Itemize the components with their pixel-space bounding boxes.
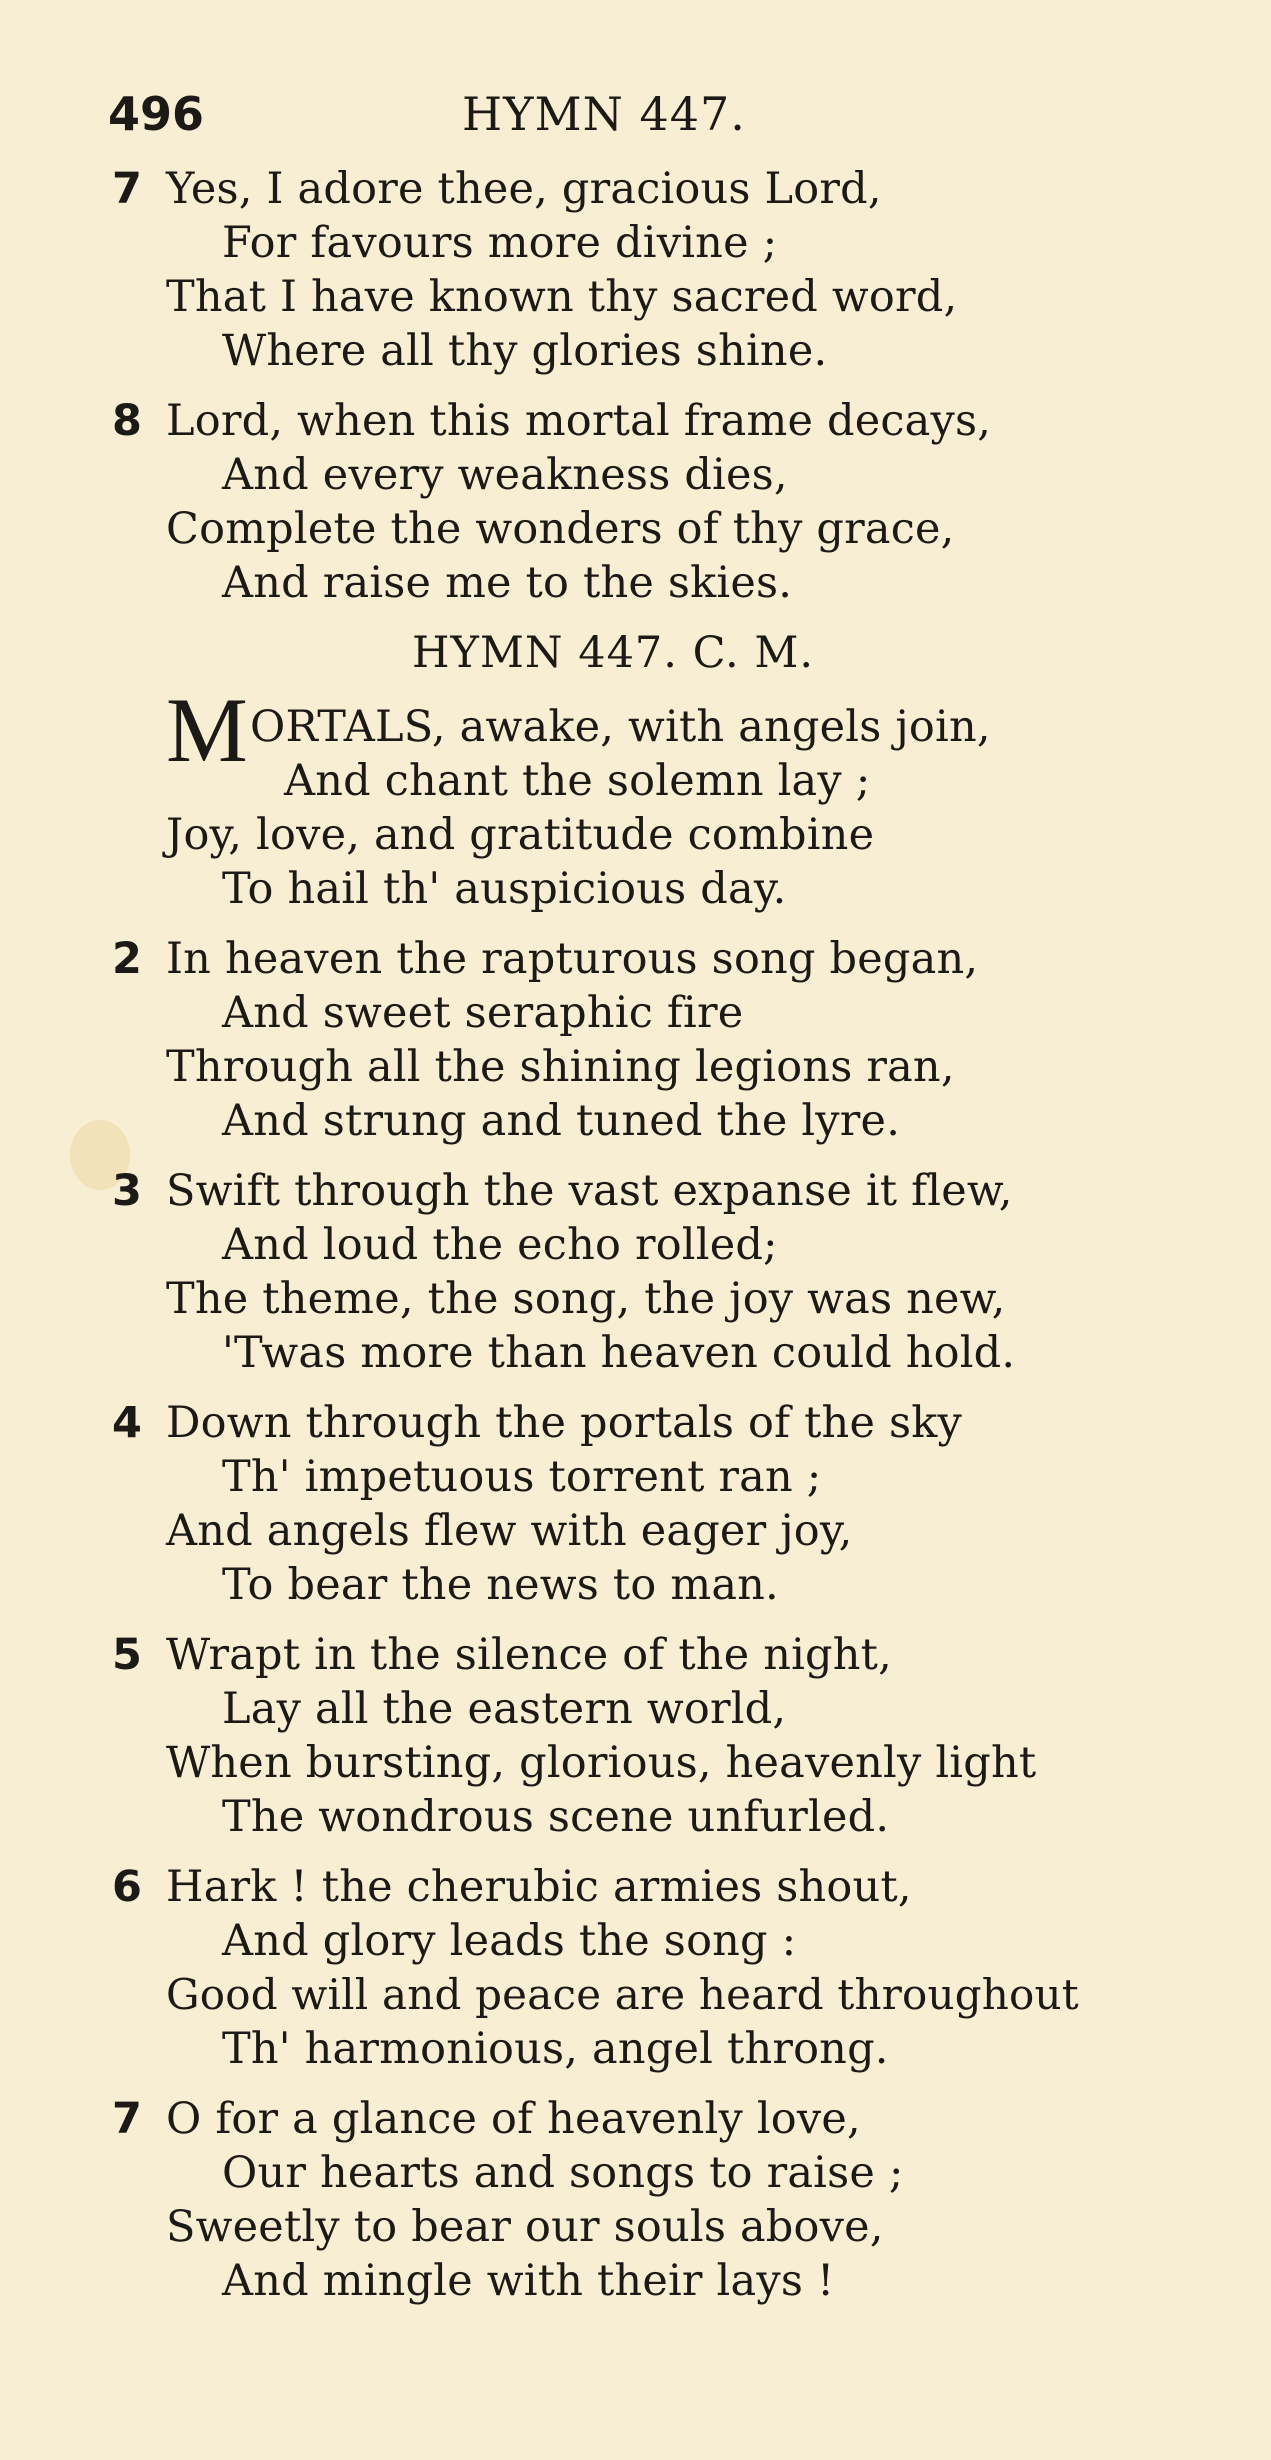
page-number: 496	[108, 87, 205, 141]
verse-line: O for a glance of heavenly love,	[166, 2094, 861, 2144]
verse-number: 7	[112, 2094, 142, 2144]
verse-line: Our hearts and songs to raise ;	[222, 2148, 904, 2198]
verse-line: And sweet seraphic fire	[222, 988, 744, 1038]
verse-line: ORTALS, awake, with angels join,	[250, 702, 991, 752]
hymn-heading: HYMN 447. C. M.	[412, 628, 815, 678]
running-title: HYMN 447.	[462, 87, 746, 141]
verse-number: 6	[112, 1862, 142, 1912]
verse-line: The theme, the song, the joy was new,	[166, 1274, 1006, 1324]
verse-line: Lay all the eastern world,	[222, 1684, 787, 1734]
verse-line: Yes, I adore thee, gracious Lord,	[166, 164, 882, 214]
verse-line: Hark ! the cherubic armies shout,	[166, 1862, 912, 1912]
verse-number: 7	[112, 164, 142, 214]
verse-line: Good will and peace are heard throughout	[166, 1970, 1079, 2019]
verse-line: And raise me to the skies.	[222, 558, 793, 608]
verse-line: And every weakness dies,	[222, 450, 788, 500]
verse-line: Swift through the vast expanse it flew,	[166, 1166, 1013, 1216]
verse-line: And loud the echo rolled;	[222, 1220, 778, 1270]
verse-line: Th' impetuous torrent ran ;	[222, 1452, 822, 1502]
verse-line: Joy, love, and gratitude combine	[166, 810, 875, 860]
verse-line: And chant the solemn lay ;	[284, 756, 871, 806]
verse-line: Lord, when this mortal frame decays,	[166, 396, 992, 446]
verse-line: Wrapt in the silence of the night,	[166, 1630, 893, 1680]
verse-number: 2	[112, 934, 142, 984]
verse-line: Where all thy glories shine.	[222, 326, 828, 376]
verse-line: To hail th' auspicious day.	[222, 864, 787, 914]
verse-number: 4	[112, 1398, 142, 1448]
verse-line: And angels flew with eager joy,	[166, 1506, 853, 1556]
verse-number: 3	[112, 1166, 142, 1216]
verse-line: Complete the wonders of thy grace,	[166, 504, 955, 554]
verse-line: When bursting, glorious, heavenly light	[166, 1738, 1037, 1788]
verse-line: And strung and tuned the lyre.	[222, 1096, 901, 1146]
verse-number: 8	[112, 396, 142, 446]
verse-number: 5	[112, 1630, 142, 1680]
verse-line: And glory leads the song :	[222, 1916, 797, 1966]
verse-line: The wondrous scene unfurled.	[222, 1792, 890, 1842]
verse-line: Th' harmonious, angel throng.	[222, 2024, 889, 2074]
verse-line: Through all the shining legions ran,	[166, 1042, 955, 1092]
verse-line: Down through the portals of the sky	[166, 1398, 962, 1448]
verse-line: That I have known thy sacred word,	[166, 272, 958, 322]
verse-line: In heaven the rapturous song began,	[166, 934, 979, 984]
verse-line: 'Twas more than heaven could hold.	[222, 1328, 1016, 1378]
drop-cap: M	[166, 679, 248, 781]
verse-line: And mingle with their lays !	[222, 2256, 835, 2306]
verse-line: To bear the news to man.	[222, 1560, 779, 1610]
verse-line: Sweetly to bear our souls above,	[166, 2202, 884, 2252]
verse-line: For favours more divine ;	[222, 218, 778, 268]
